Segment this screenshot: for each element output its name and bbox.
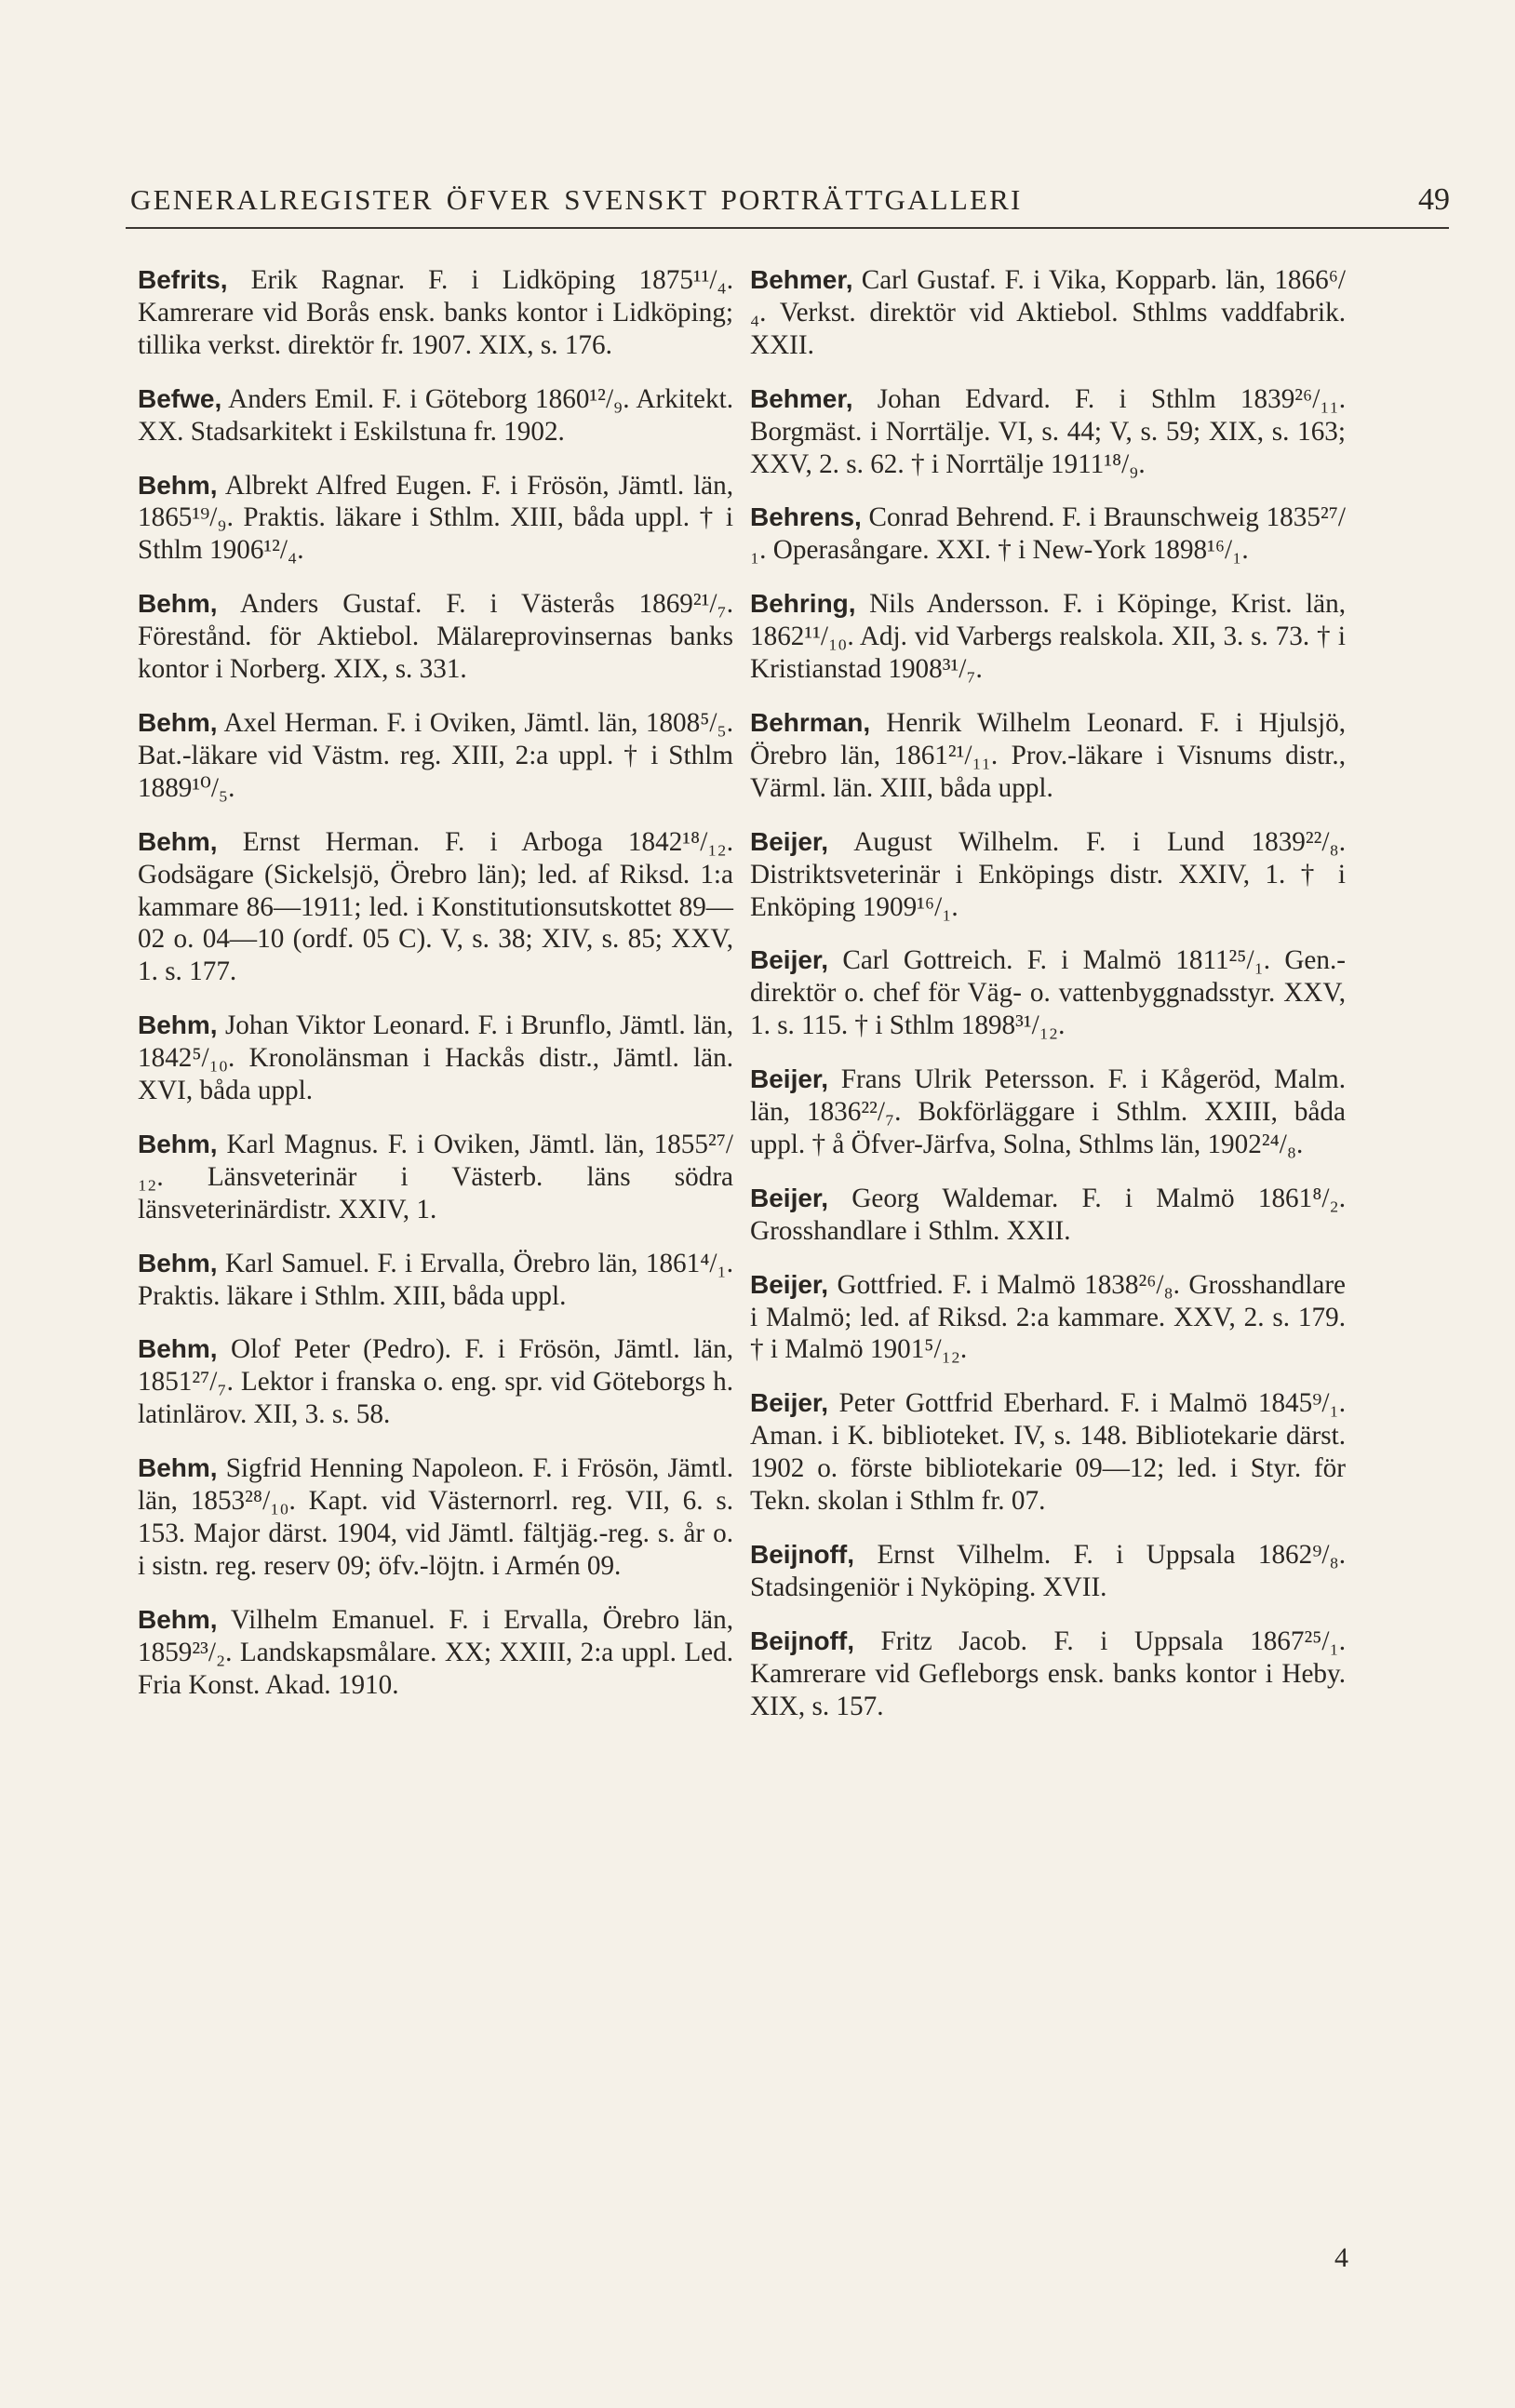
register-entry bbox=[138, 1333, 733, 1431]
entry-text: Anders Gustaf. F. i Västerås 1869²¹/₇. Förestånd. för Aktiebol. Mälareprovinsernas banks kontor i Norberg. XIX, s. 331. bbox=[138, 589, 733, 685]
entry-text: Olof Peter (Pedro). F. i Frösön, Jämtl. län, 1851²⁷/₇. Lektor i franska o. eng. spr. vid Göteborgs h. latinlärov. XII, 3. s. 58. bbox=[138, 1334, 733, 1430]
entry-surname: Behm, bbox=[138, 1248, 218, 1278]
register-entry bbox=[750, 1539, 1346, 1604]
entry-surname: Behm, bbox=[138, 1453, 218, 1483]
entry-surname: Beijnoff, bbox=[750, 1540, 854, 1569]
entry-text: Sigfrid Henning Napoleon. F. i Frösön, Jämtl. län, 1853²⁸/₁₀. Kapt. vid Västernorrl. reg. VII, 6. s. 153. Major därst. 1904, vid Jämtl. fältjäg.-reg. s. år o. i sistn. reg. reserv 09; öfv.-löjtn. i Armén 09. bbox=[138, 1453, 733, 1581]
entry-surname: Beijnoff, bbox=[750, 1625, 854, 1655]
entry-text: Carl Gottreich. F. i Malmö 1811²⁵/₁. Gen.-direktör o. chef för Väg- o. vattenbyggnadsstyr. XXV, 1. s. 115. † i Sthlm 1898³¹/₁₂. bbox=[750, 945, 1346, 1041]
entry-surname: Beijer, bbox=[750, 1388, 829, 1418]
register-entry bbox=[138, 1452, 733, 1583]
entry-text: Fritz Jacob. F. i Uppsala 1867²⁵/₁. Kamrerare vid Gefleborgs ensk. banks kontor i Heby. XIX, s. 157. bbox=[750, 1625, 1346, 1721]
register-entry bbox=[138, 707, 733, 805]
right-column bbox=[750, 264, 1346, 1745]
entry-text: Anders Emil. F. i Göteborg 1860¹²/₉. Arkitekt. XX. Stadsarkitekt i Eskilstuna fr. 1902. bbox=[138, 383, 733, 447]
entry-text: Carl Gustaf. F. i Vika, Kopparb. län, 1866⁶/₄. Verkst. direktör vid Aktiebol. Sthlms vaddfabrik. XXII. bbox=[750, 265, 1346, 360]
entry-surname: Befwe, bbox=[138, 383, 222, 413]
entry-surname: Beijer, bbox=[750, 826, 829, 856]
entry-text: Vilhelm Emanuel. F. i Ervalla, Örebro län, 1859²³/₂. Landskapsmålare. XX; XXIII, 2:a uppl. Led. Fria Konst. Akad. 1910. bbox=[138, 1604, 733, 1700]
entry-surname: Behring, bbox=[750, 589, 856, 619]
register-entry bbox=[138, 1010, 733, 1107]
entry-text: Henrik Wilhelm Leonard. F. i Hjulsjö, Örebro län, 1861²¹/₁₁. Prov.-läkare i Visnums distr., Värml. län. XIII, båda uppl. bbox=[750, 707, 1346, 803]
entry-surname: Beijer, bbox=[750, 1269, 829, 1299]
entry-surname: Behmer, bbox=[750, 265, 853, 294]
entry-text: Karl Magnus. F. i Oviken, Jämtl. län, 1855²⁷/₁₂. Länsveterinär i Västerb. läns södra länsveterinärdistr. XXIV, 1. bbox=[138, 1129, 733, 1224]
register-entry bbox=[138, 383, 733, 448]
entry-surname: Behm, bbox=[138, 1010, 218, 1040]
register-entry bbox=[750, 588, 1346, 686]
register-entry bbox=[750, 502, 1346, 567]
register-entry bbox=[138, 1129, 733, 1226]
page-number: 49 bbox=[1418, 182, 1450, 217]
register-entry bbox=[750, 1064, 1346, 1161]
entry-surname: Behrens, bbox=[750, 502, 862, 532]
entry-surname: Behmer, bbox=[750, 383, 853, 413]
register-entry bbox=[750, 707, 1346, 805]
entry-text: Ernst Vilhelm. F. i Uppsala 1862⁹/₈. Stadsingeniör i Nyköping. XVII. bbox=[750, 1540, 1346, 1602]
header-rule bbox=[126, 227, 1449, 229]
register-entry bbox=[138, 1604, 733, 1702]
entry-text: Peter Gottfrid Eberhard. F. i Malmö 1845⁹/₁. Aman. i K. biblioteket. IV, s. 148. Bibliotekarie därst. 1902 o. förste bibliotekarie 09—12; led. i Styr. för Tekn. skolan i Sthlm fr. 07. bbox=[750, 1388, 1346, 1517]
entry-surname: Behm, bbox=[138, 1604, 218, 1634]
register-entry bbox=[750, 264, 1346, 362]
register-entry bbox=[750, 1625, 1346, 1723]
entry-text: Albrekt Alfred Eugen. F. i Frösön, Jämtl. län, 1865¹⁹/₉. Praktis. läkare i Sthlm. XIII, båda uppl. † i Sthlm 1906¹²/₄. bbox=[138, 470, 733, 566]
register-entry bbox=[138, 264, 733, 362]
register-entry bbox=[138, 588, 733, 686]
entry-surname: Behrman, bbox=[750, 707, 871, 737]
entry-surname: Behm, bbox=[138, 707, 218, 737]
entry-text: Georg Waldemar. F. i Malmö 1861⁸/₂. Grosshandlare i Sthlm. XXII. bbox=[750, 1183, 1346, 1246]
page-header bbox=[130, 182, 1450, 220]
entry-text: Conrad Behrend. F. i Braunschweig 1835²⁷/₁. Operasångare. XXI. † i New-York 1898¹⁶/₁. bbox=[750, 502, 1346, 566]
signature-mark: 4 bbox=[1334, 2242, 1348, 2273]
register-entry bbox=[750, 944, 1346, 1042]
entry-text: Johan Viktor Leonard. F. i Brunflo, Jämtl. län, 1842⁵/₁₀. Kronolänsman i Hackås distr., Jämtl. län. XVI, båda uppl. bbox=[138, 1010, 733, 1106]
register-entry bbox=[750, 1387, 1346, 1518]
entry-surname: Beijer, bbox=[750, 1064, 829, 1094]
entry-surname: Behm, bbox=[138, 1129, 218, 1158]
entry-text: Frans Ulrik Petersson. F. i Kågeröd, Malm. län, 1836²²/₇. Bokförläggare i Sthlm. XXIII, båda uppl. † å Öfver-Järfva, Solna, Sthlms län, 1902²⁴/₈. bbox=[750, 1064, 1346, 1159]
entry-text: Johan Edvard. F. i Sthlm 1839²⁶/₁₁. Borgmäst. i Norrtälje. VI, s. 44; V, s. 59; XIX, s. 163; XXV, 2. s. 62. † i Norrtälje 1911¹⁸/₉. bbox=[750, 383, 1346, 479]
entry-text: Axel Herman. F. i Oviken, Jämtl. län, 1808⁵/₅. Bat.-läkare vid Västm. reg. XIII, 2:a uppl. † i Sthlm 1889¹⁰/₅. bbox=[138, 707, 733, 803]
register-entry bbox=[750, 1269, 1346, 1367]
register-entry bbox=[138, 470, 733, 568]
entry-surname: Behm, bbox=[138, 1334, 218, 1364]
entry-text: Nils Andersson. F. i Köpinge, Krist. län, 1862¹¹/₁₀. Adj. vid Varbergs realskola. XII, 3. s. 73. † i Kristianstad 1908³¹/₇. bbox=[750, 589, 1346, 685]
entry-text: Ernst Herman. F. i Arboga 1842¹⁸/₁₂. Godsägare (Sickelsjö, Örebro län); led. af Riksd. 1:a kammare 86—1911; led. i Konstitutionsutskottet 89—02 o. 04—10 (ordf. 05 C). V, s. 38; XIV, s. 85; XXV, 1. s. 177. bbox=[138, 826, 733, 987]
entry-surname: Beijer, bbox=[750, 1183, 829, 1212]
register-entry bbox=[750, 826, 1346, 924]
entry-surname: Behm, bbox=[138, 589, 218, 619]
entry-text: Gottfried. F. i Malmö 1838²⁶/₈. Grosshandlare i Malmö; led. af Riksd. 2:a kammare. XXV, 2. s. 179. † i Malmö 1901⁵/₁₂. bbox=[750, 1269, 1346, 1365]
register-entry bbox=[138, 1248, 733, 1313]
entry-surname: Behm, bbox=[138, 470, 218, 500]
entry-surname: Beijer, bbox=[750, 945, 829, 975]
entry-surname: Behm, bbox=[138, 826, 218, 856]
entry-text: Karl Samuel. F. i Ervalla, Örebro län, 1861⁴/₁. Praktis. läkare i Sthlm. XIII, båda uppl. bbox=[138, 1248, 733, 1311]
register-entry bbox=[750, 383, 1346, 481]
register-entry bbox=[138, 826, 733, 989]
entry-text: Erik Ragnar. F. i Lidköping 1875¹¹/₄. Kamrerare vid Borås ensk. banks kontor i Lidköping; tillika verkst. direktör fr. 1907. XIX, s. 176. bbox=[138, 265, 733, 360]
entry-surname: Befrits, bbox=[138, 265, 228, 294]
left-column bbox=[138, 264, 733, 1723]
running-title: GENERALREGISTER ÖFVER SVENSKT PORTRÄTTGALLERI bbox=[130, 183, 1023, 216]
register-entry bbox=[750, 1183, 1346, 1248]
entry-text: August Wilhelm. F. i Lund 1839²²/₈. Distriktsveterinär i Enköpings distr. XXIV, 1. † i Enköping 1909¹⁶/₁. bbox=[750, 826, 1346, 922]
